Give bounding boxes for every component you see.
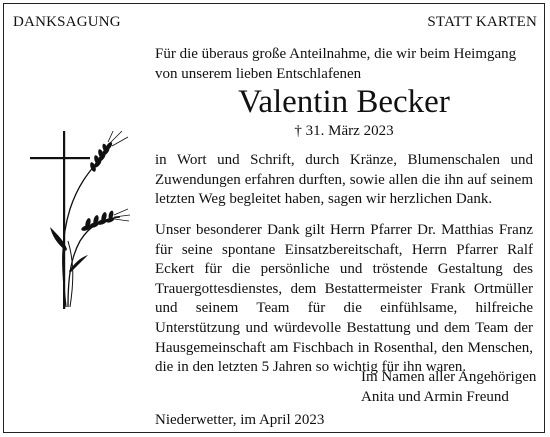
- special-thanks-paragraph: Unser besonderer Dank gilt Herrn Pfarrer Dr. Matthias Franz für seine spontane Einsatzbereitschaft, Herrn Pfarrer Ralf Eckert für die persönliche und tröstende Gestaltung des Trauergottesdienstes, dem Bestattermeister Frank Ortmüller und seinem Team für die einfühlsame, hilfreiche Unterstützung und würdevolle Bestattung und dem Team der Hausgemeinschaft am Fischbach in Rosenthal, den Menschen, die in den letzten 5 Jahren so wichtig für ihn waren.: [155, 222, 533, 376]
- signature-block: [361, 368, 536, 407]
- death-date: † 31. März 2023: [294, 123, 394, 139]
- wheat-head-upper: [89, 141, 113, 172]
- intro-text: Für die überaus große Anteilnahme, die wir beim Heimgang von unserem lieben Entschlafenen: [155, 46, 517, 82]
- cross-with-wheat-icon: [22, 131, 132, 311]
- statt-karten-label: STATT KARTEN: [427, 14, 537, 30]
- deceased-name: Valentin Becker: [238, 84, 450, 120]
- wheat-head-lower: [80, 210, 115, 232]
- place-and-date: Niederwetter, im April 2023: [155, 412, 325, 428]
- thanks-paragraph: in Wort und Schrift, durch Kränze, Blumenschalen und Zuwendungen erfahren durften, sowie allen die ihn auf seinem letzten Weg begleitet haben, sagen wir herzlichen Dank.: [155, 152, 533, 208]
- cross-horizontal: [30, 157, 90, 159]
- notice-type-label: DANKSAGUNG: [13, 14, 121, 30]
- signature-line-2: Anita und Armin Freund: [361, 388, 509, 405]
- signature-line-1: Im Namen aller Angehörigen: [361, 369, 537, 385]
